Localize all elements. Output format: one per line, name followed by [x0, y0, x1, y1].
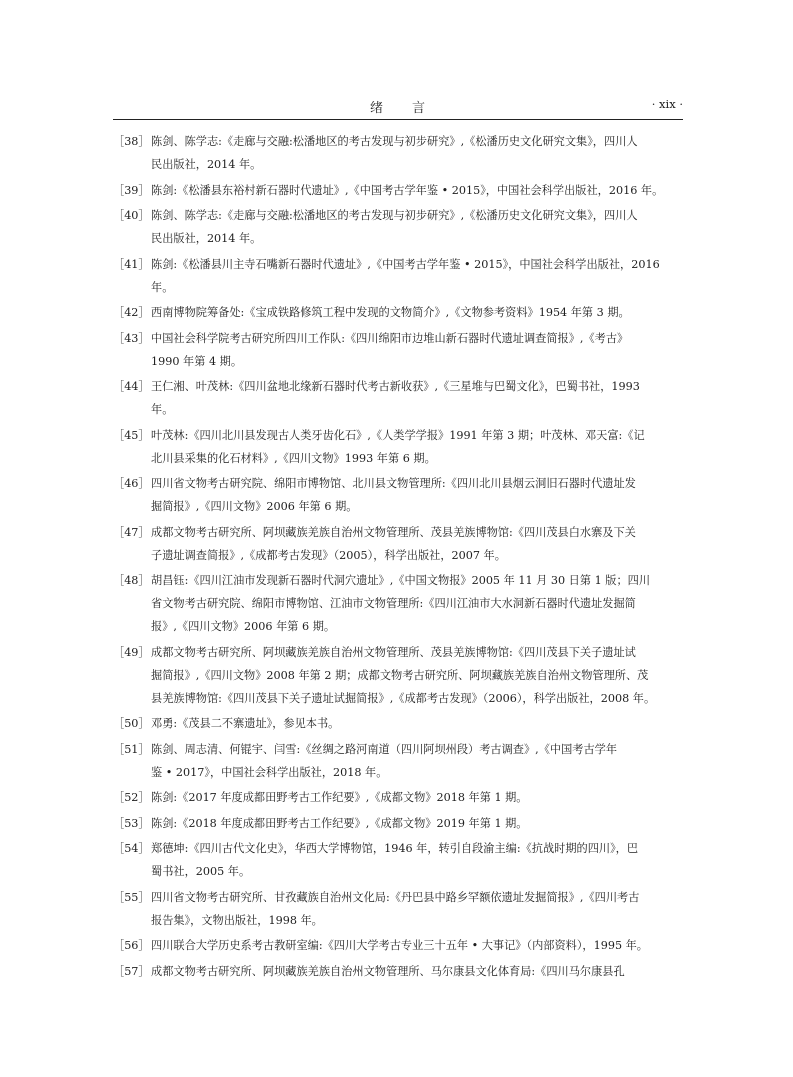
reference-text-line: 陈剑:《2017 年度成都田野考古工作纪要》,《成都文物》2018 年第 1 期。 — [151, 791, 528, 804]
header-title-char-1: 绪 — [369, 101, 384, 116]
reference-number: ［43］ — [113, 331, 150, 345]
reference-entry — [113, 424, 683, 470]
reference-entry — [113, 521, 683, 567]
reference-text-line: 陈剑:《松潘县东裕村新石器时代遗址》,《中国考古学年鉴 • 2015》，中国社会科学出版社，2016 年。 — [151, 183, 664, 197]
reference-text-line: 成都文物考古研究所、阿坝藏族羌族自治州文物管理所、茂县羌族博物馆:《四川茂县白水寨及下关 — [151, 525, 636, 539]
reference-entry — [113, 472, 683, 518]
reference-text-line: 年。 — [151, 403, 174, 416]
reference-text-line: 陈剑、周志清、何锟宇、闫雪:《丝绸之路河南道（四川阿坝州段）考古调查》,《中国考古学年 — [151, 742, 618, 756]
reference-number: ［45］ — [113, 428, 150, 442]
reference-text-line: 省文物考古研究院、绵阳市博物馆、江油市文物管理所:《四川江油市大水洞新石器时代遗址发掘简 — [151, 597, 636, 610]
reference-text-line: 胡昌钰:《四川江油市发现新石器时代洞穴遗址》,《中国文物报》2005 年 11 月 30 日第 1 版；四川 — [151, 574, 651, 587]
reference-entry — [113, 641, 683, 710]
reference-entry — [113, 837, 683, 883]
reference-number: ［39］ — [113, 183, 150, 197]
reference-text-line: 鉴 • 2017》，中国社会科学出版社，2018 年。 — [151, 765, 388, 779]
reference-text-line: 报》,《四川文物》2006 年第 6 期。 — [151, 620, 336, 633]
reference-text-line: 1990 年第 4 期。 — [151, 354, 243, 368]
reference-text-line: 年。 — [151, 280, 174, 294]
reference-number: ［49］ — [113, 645, 150, 659]
reference-text-line: 陈剑:《松潘县川主寺石嘴新石器时代遗址》,《中国考古学年鉴 • 2015》，中国社会科学出版社，2016 — [151, 257, 660, 271]
reference-text-line: 县羌族博物馆:《四川茂县下关子遗址试掘简报》,《成都考古发现》（2006），科学出版社，2008 年。 — [151, 691, 656, 705]
reference-list — [113, 130, 683, 985]
reference-number: ［48］ — [113, 574, 150, 587]
reference-number: ［54］ — [113, 842, 150, 855]
reference-text-line: 陈剑、陈学志:《走廊与交融:松潘地区的考古发现与初步研究》,《松潘历史文化研究文集》，四川人 — [151, 209, 638, 222]
reference-number: ［56］ — [113, 939, 150, 952]
reference-number: ［47］ — [113, 525, 150, 539]
reference-text-line: 西南博物院筹备处:《宝成铁路修筑工程中发现的文物简介》,《文物参考资料》1954 年第 3 期。 — [151, 306, 630, 319]
reference-entry — [113, 130, 683, 176]
reference-entry — [113, 712, 683, 735]
reference-text-line: 子遗址调查简报》,《成都考古发现》（2005），科学出版社，2007 年。 — [151, 548, 506, 562]
reference-text-line: 陈剑:《2018 年度成都田野考古工作纪要》,《成都文物》2019 年第 1 期。 — [151, 816, 528, 830]
reference-entry — [113, 786, 683, 809]
reference-number: ［42］ — [113, 306, 150, 319]
reference-text-line: 北川县采集的化石材料》,《四川文物》1993 年第 6 期。 — [151, 451, 436, 465]
reference-entry — [113, 886, 683, 932]
reference-text-line: 邓勇:《茂县二不寨遗址》，参见本书。 — [151, 717, 340, 730]
running-header-title — [113, 97, 683, 116]
reference-entry — [113, 375, 683, 421]
reference-number: ［46］ — [113, 477, 150, 490]
page-number: · xix · — [651, 97, 683, 111]
reference-text-line: 四川省文物考古研究院、绵阳市博物馆、北川县文物管理所:《四川北川县烟云洞旧石器时代遗址发 — [151, 477, 636, 490]
reference-text-line: 陈剑、陈学志:《走廊与交融:松潘地区的考古发现与初步研究》,《松潘历史文化研究文集》，四川人 — [151, 135, 638, 148]
reference-number: ［57］ — [113, 964, 150, 978]
reference-text-line: 中国社会科学院考古研究所四川工作队:《四川绵阳市边堆山新石器时代遗址调查简报》,《考古》 — [151, 331, 629, 345]
reference-number: ［51］ — [113, 742, 150, 756]
reference-entry — [113, 960, 683, 983]
reference-entry — [113, 179, 683, 202]
reference-number: ［38］ — [113, 135, 150, 148]
reference-text-line: 四川联合大学历史系考古教研室编:《四川大学考古专业三十五年 • 大事记》（内部资料），1995 年。 — [151, 939, 648, 952]
reference-text-line: 王仁湘、叶茂林:《四川盆地北缘新石器时代考古新收获》,《三星堆与巴蜀文化》，巴蜀书社，1993 — [151, 380, 640, 393]
reference-number: ［44］ — [113, 380, 150, 393]
reference-number: ［52］ — [113, 791, 150, 804]
reference-text-line: 成都文物考古研究所、阿坝藏族羌族自治州文物管理所、茂县羌族博物馆:《四川茂县下关子遗址试 — [151, 645, 636, 659]
reference-text-line: 掘简报》,《四川文物》2006 年第 6 期。 — [151, 500, 358, 513]
reference-entry — [113, 253, 683, 299]
reference-text-line: 民出版社，2014 年。 — [151, 158, 262, 171]
reference-text-line: 四川省文物考古研究所、甘孜藏族自治州文化局:《丹巴县中路乡罕额依遗址发掘简报》,《四川考古 — [151, 890, 640, 904]
reference-entry — [113, 738, 683, 784]
reference-number: ［40］ — [113, 209, 150, 222]
reference-number: ［55］ — [113, 890, 150, 904]
reference-entry — [113, 569, 683, 638]
reference-entry — [113, 301, 683, 324]
reference-text-line: 民出版社，2014 年。 — [151, 232, 262, 245]
reference-text-line: 报告集》，文物出版社，1998 年。 — [151, 913, 323, 927]
reference-text-line: 掘简报》,《四川文物》2008 年第 2 期；成都文物考古研究所、阿坝藏族羌族自治州文物管理所、茂 — [151, 668, 649, 682]
reference-number: ［53］ — [113, 816, 150, 830]
reference-text-line: 成都文物考古研究所、阿坝藏族羌族自治州文物管理所、马尔康县文化体育局:《四川马尔康县孔 — [151, 964, 625, 978]
reference-text-line: 蜀书社，2005 年。 — [151, 865, 251, 878]
reference-entry — [113, 327, 683, 373]
reference-text-line: 郑德坤:《四川古代文化史》，华西大学博物馆，1946 年，转引自段渝主编:《抗战时期的四川》，巴 — [151, 842, 639, 855]
reference-number: ［41］ — [113, 257, 150, 271]
running-header — [113, 97, 683, 120]
reference-number: ［50］ — [113, 717, 150, 730]
reference-entry — [113, 812, 683, 835]
reference-entry — [113, 204, 683, 250]
reference-text-line: 叶茂林:《四川北川县发现古人类牙齿化石》,《人类学学报》1991 年第 3 期；叶茂林、邓天富:《记 — [151, 428, 645, 442]
header-title-char-2: 言 — [412, 101, 427, 116]
reference-entry — [113, 934, 683, 957]
